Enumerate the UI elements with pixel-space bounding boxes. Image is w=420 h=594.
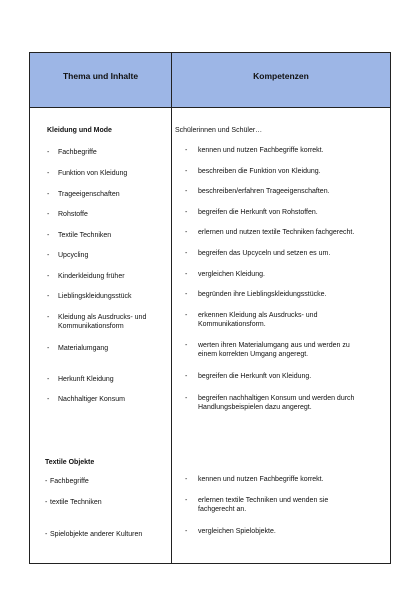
topic-item: Fachbegriffe xyxy=(50,478,89,485)
bullet-dash: - xyxy=(185,168,188,175)
competency-item: erlernen und nutzen textile Techniken fachgerecht. xyxy=(198,229,355,236)
competency-item: vergleichen Kleidung. xyxy=(198,271,265,278)
column-divider xyxy=(171,53,172,563)
header-topics: Thema und Inhalte xyxy=(62,71,139,81)
topic-item: Herkunft Kleidung xyxy=(58,376,114,383)
header-competencies: Kompetenzen xyxy=(253,71,309,81)
bullet-dash: - xyxy=(185,312,188,319)
bullet-dash: - xyxy=(47,273,50,280)
bullet-dash: - xyxy=(47,396,50,403)
bullet-dash: - xyxy=(185,342,188,349)
bullet-dash: - xyxy=(47,170,50,177)
bullet-dash: - xyxy=(185,497,188,504)
bullet-dash: - xyxy=(185,271,188,278)
topic-item: Trageeigenschaften xyxy=(58,191,120,198)
bullet-dash: - xyxy=(47,211,50,218)
bullet-dash: - xyxy=(47,149,50,156)
topic-item-continued: Kommunikationsform xyxy=(58,323,124,330)
bullet-dash: - xyxy=(45,499,48,506)
competency-item: beschreiben die Funktion von Kleidung. xyxy=(198,168,321,175)
competency-item: begreifen die Herkunft von Rohstoffen. xyxy=(198,209,318,216)
competency-item: kennen und nutzen Fachbegriffe korrekt. xyxy=(198,147,324,154)
bullet-dash: - xyxy=(47,345,50,352)
competency-item: erlernen textile Techniken und wenden sie xyxy=(198,497,329,504)
bullet-dash: - xyxy=(185,476,188,483)
topic-item: Upcycling xyxy=(58,252,89,259)
bullet-dash: - xyxy=(45,478,48,485)
bullet-dash: - xyxy=(185,291,188,298)
competency-item-continued: Kommunikationsform. xyxy=(198,321,266,328)
competency-item: erkennen Kleidung als Ausdrucks- und xyxy=(198,312,318,319)
bullet-dash: - xyxy=(47,314,50,321)
bullet-dash: - xyxy=(47,191,50,198)
competency-item-continued: Handlungsbeispielen dazu angeregt. xyxy=(198,404,312,411)
competency-item-continued: einem korrekten Umgang angeregt. xyxy=(198,351,309,358)
bullet-dash: - xyxy=(185,250,188,257)
topic-item: Lieblingskleidungsstück xyxy=(58,293,132,300)
section-intro: Schülerinnen und Schüler… xyxy=(175,127,263,134)
bullet-dash: - xyxy=(185,229,188,236)
bullet-dash: - xyxy=(185,147,188,154)
bullet-dash: - xyxy=(47,252,50,259)
competency-item: begreifen das Upcyceln und setzen es um. xyxy=(198,250,331,257)
bullet-dash: - xyxy=(185,209,188,216)
section-title-textile-objekte: Textile Objekte xyxy=(45,459,95,466)
bullet-dash: - xyxy=(45,531,48,538)
bullet-dash: - xyxy=(185,373,188,380)
competency-item: vergleichen Spielobjekte. xyxy=(198,528,276,535)
competency-item: werten ihren Materialumgang aus und werden zu xyxy=(198,342,350,349)
topic-item: Fachbegriffe xyxy=(58,149,97,156)
competency-item: begründen ihre Lieblingskleidungsstücke. xyxy=(198,291,327,298)
topic-item: Rohstoffe xyxy=(58,211,88,218)
competency-item: begreifen nachhaltigen Konsum und werden durch xyxy=(198,395,355,402)
competency-item: beschreiben/erfahren Trageeigenschaften. xyxy=(198,188,330,195)
bullet-dash: - xyxy=(47,293,50,300)
topic-item: Funktion von Kleidung xyxy=(58,170,128,177)
topic-item: textile Techniken xyxy=(50,499,102,506)
topic-item: Textile Techniken xyxy=(58,232,112,239)
topic-item: Kleidung als Ausdrucks- und xyxy=(58,314,147,321)
competency-item: begreifen die Herkunft von Kleidung. xyxy=(198,373,312,380)
bullet-dash: - xyxy=(47,376,50,383)
bullet-dash: - xyxy=(185,395,188,402)
topic-item: Materialumgang xyxy=(58,345,109,352)
bullet-dash: - xyxy=(185,188,188,195)
competency-item-continued: fachgerecht an. xyxy=(198,506,247,513)
topic-item: Nachhaltiger Konsum xyxy=(58,396,125,403)
bullet-dash: - xyxy=(47,232,50,239)
topic-item: Spielobjekte anderer Kulturen xyxy=(50,531,143,538)
section-title-kleidung: Kleidung und Mode xyxy=(47,127,112,134)
topic-item: Kinderkleidung früher xyxy=(58,273,125,280)
competency-item: kennen und nutzen Fachbegriffe korrekt. xyxy=(198,476,324,483)
bullet-dash: - xyxy=(185,528,188,535)
